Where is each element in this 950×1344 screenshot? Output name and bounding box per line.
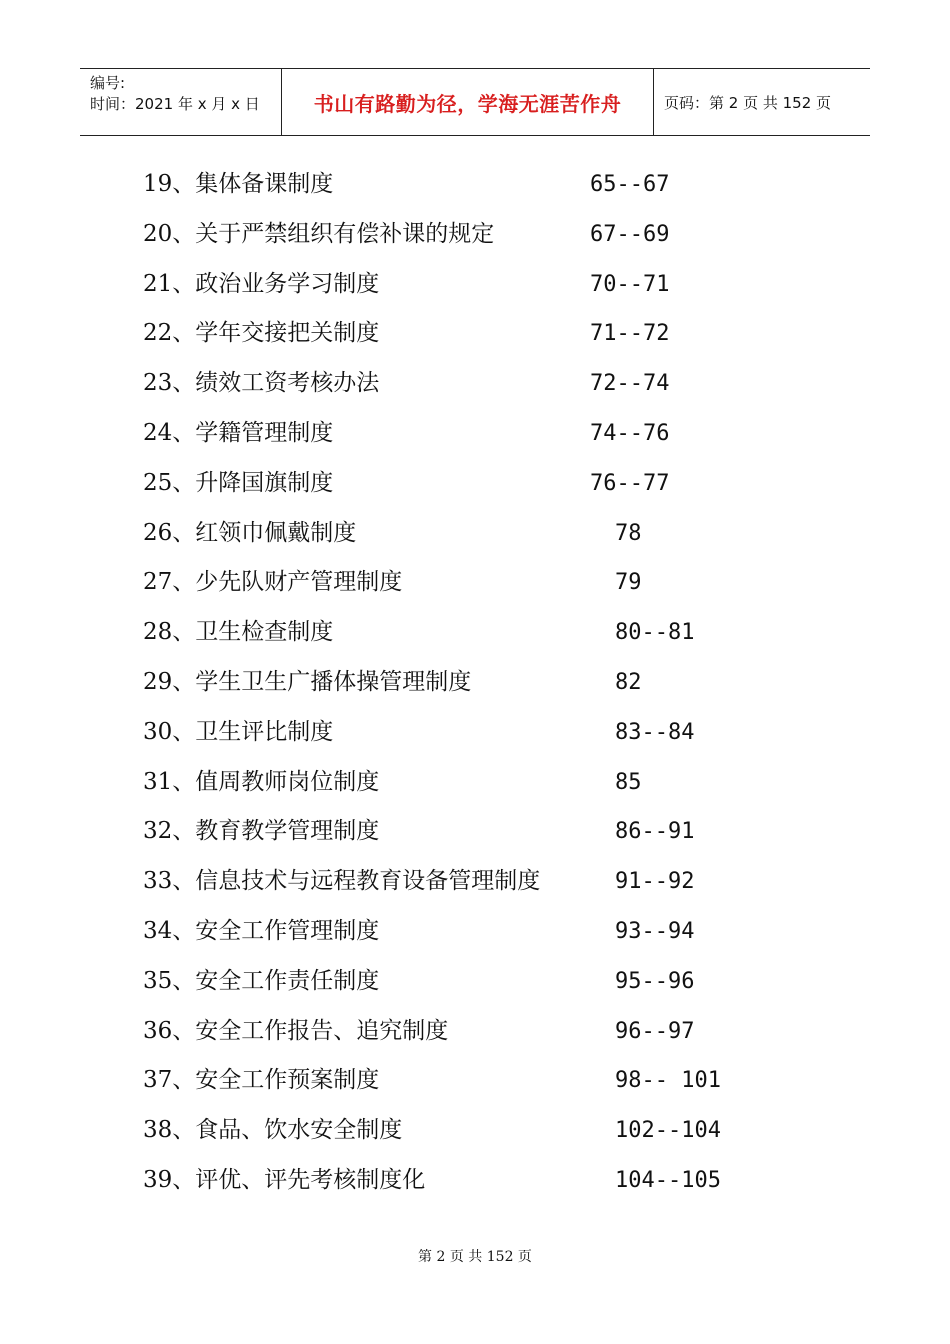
toc-entry-title: 30、卫生评比制度 [143, 718, 334, 745]
toc-entry-title: 26、红领巾佩戴制度 [143, 519, 357, 546]
toc-entry-pages: 86--91 [615, 819, 695, 845]
toc-entry [143, 160, 783, 210]
toc-entry-title: 23、绩效工资考核办法 [143, 370, 380, 397]
toc-entry [143, 1106, 783, 1156]
toc-entry-title: 21、政治业务学习制度 [143, 270, 380, 297]
toc-entry-pages: 83--84 [615, 719, 695, 745]
page-footer: 第 2 页 共 152 页 [418, 1249, 532, 1265]
toc-entry [143, 907, 783, 957]
header-page-info: 页码：第 2 页 共 152 页 [664, 93, 832, 112]
toc-entry-title: 39、评优、评先考核制度化 [143, 1166, 426, 1193]
toc-entry [143, 260, 783, 310]
toc-entry [143, 409, 783, 459]
toc-entry-pages: 82 [615, 669, 642, 695]
toc-entry [143, 807, 783, 857]
toc-entry [143, 1156, 783, 1206]
toc-entry [143, 758, 783, 808]
toc-entry-pages: 102--104 [615, 1118, 721, 1144]
toc-entry [143, 957, 783, 1007]
toc-entry-pages: 70--71 [590, 271, 670, 297]
header-page-info-cell [654, 69, 870, 135]
toc-entry-pages: 76--77 [590, 470, 670, 496]
number-label: 编号: [90, 74, 126, 92]
toc-entry-title: 25、升降国旗制度 [143, 469, 334, 496]
toc-entry-title: 31、值周教师岗位制度 [143, 768, 380, 795]
toc-entry-title: 19、集体备课制度 [143, 171, 334, 197]
toc-entry [143, 459, 783, 509]
toc-entry [143, 608, 783, 658]
page-header [80, 68, 870, 136]
header-motto: 书山有路勤为径，学海无涯苦作舟 [313, 91, 622, 116]
header-meta [80, 69, 282, 135]
toc-entry-pages: 93--94 [615, 918, 695, 944]
table-of-contents [143, 160, 783, 1206]
toc-entry-title: 37、安全工作预案制度 [143, 1067, 380, 1094]
toc-entry-pages: 67--69 [590, 221, 670, 247]
toc-entry [143, 558, 783, 608]
toc-entry-title: 38、食品、饮水安全制度 [143, 1117, 403, 1144]
header-motto-cell [282, 69, 654, 135]
toc-entry-pages: 98-- 101 [615, 1068, 721, 1094]
toc-entry [143, 857, 783, 907]
toc-entry-title: 34、安全工作管理制度 [143, 917, 380, 944]
toc-entry-pages: 71--72 [590, 321, 670, 347]
toc-entry-pages: 104--105 [615, 1167, 721, 1193]
toc-entry-title: 28、卫生检查制度 [143, 619, 334, 646]
toc-entry [143, 509, 783, 559]
toc-entry [143, 1056, 783, 1106]
toc-entry-title: 27、少先队财产管理制度 [143, 569, 403, 596]
time-label: 时间：2021 年 x 月 x 日 [90, 95, 260, 113]
toc-entry [143, 708, 783, 758]
toc-entry-pages: 96--97 [615, 1018, 695, 1044]
toc-entry-pages: 78 [615, 520, 642, 546]
toc-entry [143, 1007, 783, 1057]
toc-entry-title: 36、安全工作报告、追究制度 [143, 1017, 449, 1044]
toc-entry-pages: 95--96 [615, 968, 695, 994]
toc-entry [143, 359, 783, 409]
toc-entry-title: 20、关于严禁组织有偿补课的规定 [143, 220, 495, 247]
toc-entry [143, 210, 783, 260]
toc-entry-title: 33、信息技术与远程教育设备管理制度 [143, 868, 541, 895]
toc-entry-pages: 65--67 [590, 172, 670, 197]
toc-entry-title: 32、教育教学管理制度 [143, 818, 380, 845]
toc-entry-pages: 72--74 [590, 371, 670, 397]
toc-entry-title: 22、学年交接把关制度 [143, 320, 380, 347]
toc-entry [143, 658, 783, 708]
toc-entry-title: 29、学生卫生广播体操管理制度 [143, 668, 472, 695]
toc-entry-pages: 74--76 [590, 420, 670, 446]
toc-entry-pages: 80--81 [615, 620, 695, 646]
toc-entry-pages: 79 [615, 570, 642, 596]
toc-entry-pages: 85 [615, 769, 642, 795]
toc-entry-pages: 91--92 [615, 869, 695, 895]
toc-entry-title: 35、安全工作责任制度 [143, 967, 380, 994]
toc-entry [143, 309, 783, 359]
toc-entry-title: 24、学籍管理制度 [143, 419, 334, 446]
